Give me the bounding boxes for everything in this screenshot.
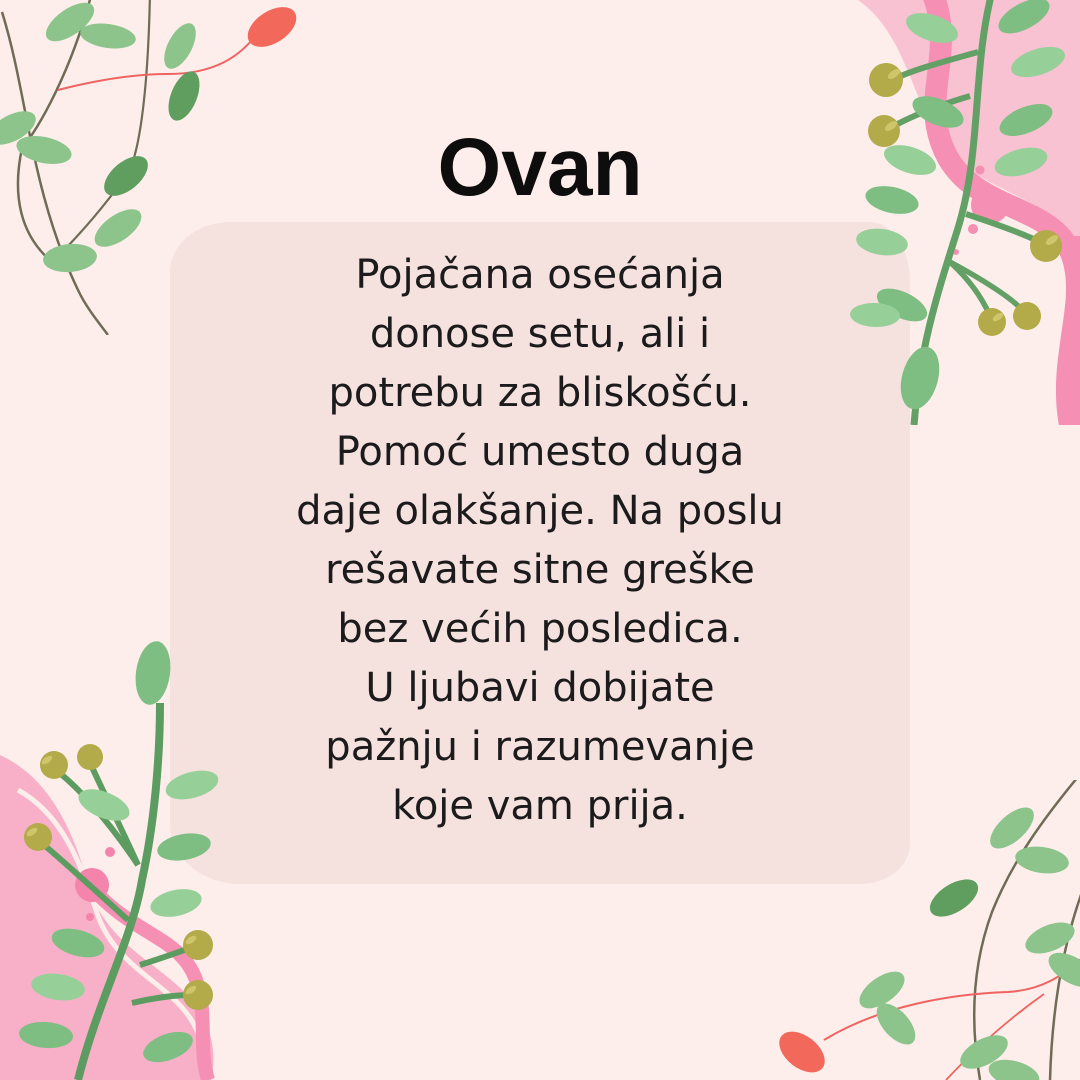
text-line: Pojačana osećanja	[355, 252, 725, 298]
text-line: rešavate sitne greške	[325, 547, 755, 593]
text-line: daje olakšanje. Na poslu	[296, 488, 784, 534]
text-line: Pomoć umesto duga	[335, 429, 745, 475]
text-line: bez većih posledica.	[337, 606, 743, 652]
text-line: U ljubavi dobijate	[365, 665, 715, 711]
text-line: donose setu, ali i	[369, 311, 711, 357]
coral-bud-icon	[772, 958, 1080, 1080]
horoscope-text	[150, 246, 930, 836]
page-title: Ovan	[437, 122, 643, 213]
text-line: koje vam prija.	[392, 783, 688, 829]
text-line: pažnju i razumevanje	[325, 724, 755, 770]
green-leaves-icon	[853, 800, 1080, 1080]
text-line: potrebu za bliskošću.	[328, 370, 752, 416]
